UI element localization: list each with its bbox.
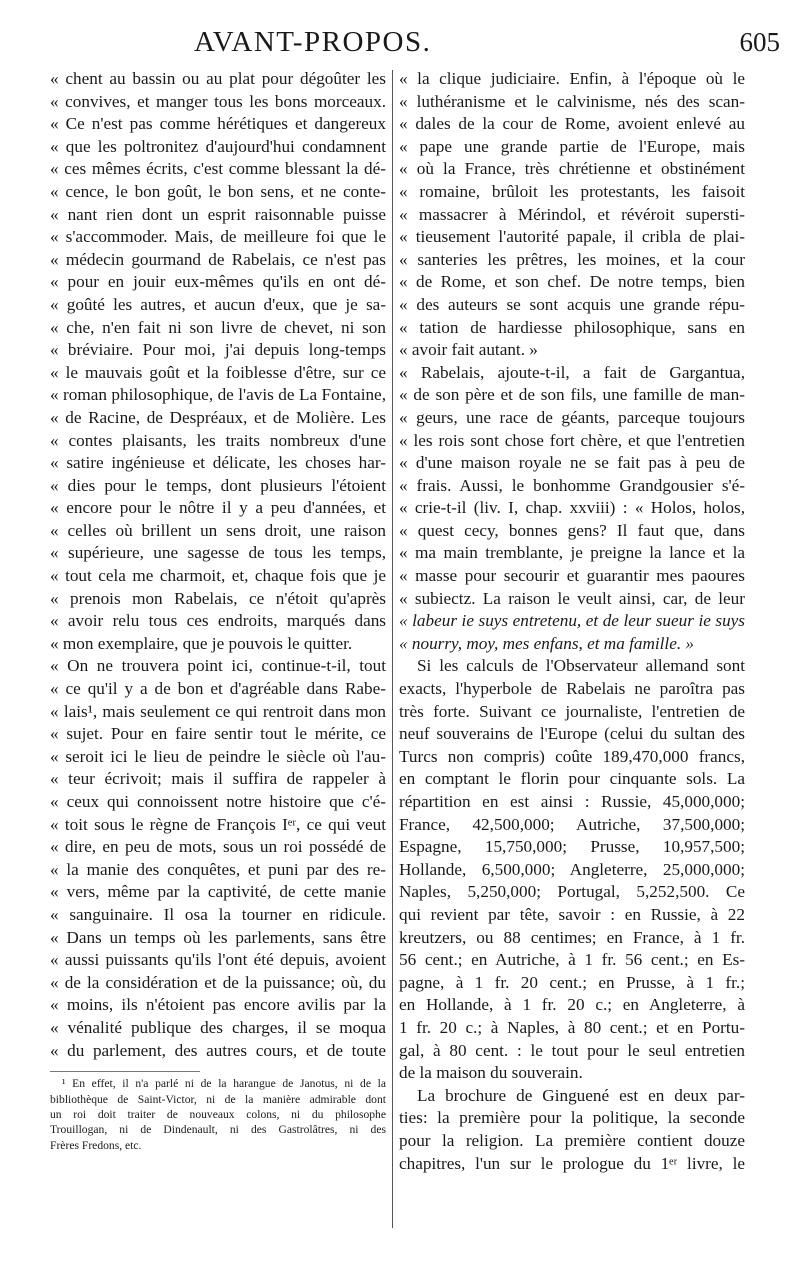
- text-line: La brochure de Ginguené est en deux par-: [417, 1085, 745, 1105]
- text-line: « tout cela me charmoit, et, chaque fois que je: [50, 566, 386, 586]
- text-line: « de Racine, de Despréaux, et de Molière. Les: [50, 407, 386, 427]
- left-column: [50, 68, 386, 1153]
- text-line: ties: la première pour la politique, la seconde: [399, 1108, 745, 1128]
- text-line: « nourry, moy, mes enfans, et ma famille. »: [399, 633, 695, 653]
- text-line: « sujet. Pour en faire sentir tout le mérite, ce: [50, 724, 386, 744]
- text-line: « encore pour le nôtre il y a peu d'années, et: [50, 498, 386, 518]
- text-line: « teur écrivoit; mais il suffira de rappeler à: [50, 769, 386, 789]
- text-line: « seroit ici le lieu de peindre le siècle où l'au-: [50, 746, 386, 766]
- text-line: « massacrer à Mérindol, et révéroit supersti-: [399, 204, 745, 224]
- text-line: « le mauvais goût et la foiblesse d'être, sur ce: [50, 362, 386, 382]
- text-line: « de Rome, et son chef. De notre temps, bien: [399, 272, 745, 292]
- text-line: « pape une grande partie de l'Europe, mais: [399, 136, 745, 156]
- text-line: « la clique judiciaire. Enfin, à l'époque où le: [399, 69, 745, 88]
- text-line: qui revient par tête, savoir : en Russie, à 22: [399, 904, 745, 924]
- text-line: « masse pour secourir et guarantir mes paoures: [399, 566, 745, 586]
- text-line: « du parlement, des autres cours, et de toute: [50, 1040, 386, 1060]
- text-line: « dies pour le temps, dont plusieurs l'étoient: [50, 475, 386, 495]
- text-line: « luthéranisme et le calvinisme, nés des scan-: [399, 91, 745, 111]
- text-line: 1 fr. 20 c.; à Naples, à 80 cent.; et en Portu-: [399, 1017, 745, 1037]
- text-line: très forte. Suivant ce journaliste, l'entretien de: [399, 701, 745, 721]
- running-title: AVANT-PROPOS.: [194, 26, 432, 58]
- text-line: pagne, à 1 fr. 20 cent.; en Prusse, à 1 fr.;: [399, 972, 745, 992]
- text-line: « vers, même par la captivité, de cette manie: [50, 882, 386, 902]
- footnote: [50, 1076, 386, 1153]
- text-line: « moins, ils n'étoient pas encore avilis par la: [50, 995, 386, 1015]
- text-line: gal, à 80 cent. : le tout pour le seul entretien: [399, 1040, 745, 1060]
- text-line: « geurs, une race de géants, parceque toujours: [399, 407, 745, 427]
- text-line: « celles où brillent un sens droit, une raison: [50, 520, 386, 540]
- text-line: de la maison du souverain.: [399, 1063, 583, 1083]
- text-line: « santeries les prêtres, les moines, et la cour: [399, 249, 745, 269]
- text-line: « ce qu'il y a de bon et d'agréable dans Rabe-: [50, 679, 386, 699]
- text-line: « nant rien dont un esprit raisonnable puisse: [50, 204, 386, 224]
- text-line: « quest cecy, bonnes gens? Il faut que, dans: [399, 520, 745, 540]
- text-line: « roman philosophique, de l'avis de La Fontaine,: [50, 385, 386, 405]
- text-line: « ceux qui connoissent notre histoire que c'é-: [50, 792, 386, 811]
- text-line: « goûté les autres, et aucun d'eux, que je sa-: [50, 294, 386, 314]
- text-line: « Ce n'est pas comme hérétiques et dangereux: [50, 114, 386, 134]
- text-line: France, 42,500,000; Autriche, 37,500,000;: [399, 814, 745, 834]
- text-line: « d'une maison royale ne se fait pas à peu de: [399, 453, 745, 473]
- column-rule: [392, 70, 393, 1228]
- footnote-line: ¹ En effet, il n'a parlé ni de la harangue de Janotus, ni de la: [62, 1077, 386, 1091]
- text-line: « supérieure, une sagesse de tous les temps,: [50, 543, 386, 563]
- text-line: chapitres, l'un sur le prologue du 1ᵉʳ livre, le: [399, 1153, 745, 1173]
- text-line: kreutzers, ou 88 centimes; en France, à 1 fr.: [399, 927, 745, 947]
- text-line: « avoir fait autant. »: [399, 340, 538, 360]
- text-line: « che, n'en fait ni son livre de chevet, ni son: [50, 317, 386, 337]
- text-line: « cence, le bon goût, le bon sens, et ne conte-: [50, 181, 386, 201]
- text-line: « que les poltronitez d'aujourd'hui condamnent: [50, 136, 386, 156]
- text-line: « contes plaisants, les traits nombreux d'une: [50, 430, 386, 450]
- text-line: Si les calculs de l'Observateur allemand sont: [417, 656, 745, 676]
- footnote-line: Trouillogan, ni de Dindenault, ni des Gastrolâtres, ni des: [50, 1123, 386, 1137]
- text-line: « dire, en peu de mots, sous un roi possédé de: [50, 837, 386, 857]
- text-line: « Rabelais, ajoute-t-il, a fait de Gargantua,: [399, 362, 745, 382]
- text-line: « convives, et manger tous les bons morceaux.: [50, 91, 386, 111]
- text-line: en comptant le florin pour cinquante sols. La: [399, 769, 745, 789]
- text-line: « vénalité publique des charges, il se moqua: [50, 1017, 386, 1037]
- text-line: « médecin gourmand de Rabelais, ce n'est pas: [50, 249, 386, 269]
- text-line: « tieusement l'autorité papale, il cribla de plai-: [399, 227, 745, 247]
- text-line: Hollande, 6,500,000; Angleterre, 25,000,000;: [399, 859, 745, 879]
- text-line: « sanguinaire. Il osa la tourner en ridicule.: [50, 904, 386, 924]
- text-line: « ma main tremblante, je preigne la lance et la: [399, 543, 745, 563]
- text-line: pour la religion. La première contient douze: [399, 1130, 745, 1150]
- text-line: « s'accommoder. Mais, de meilleure foi que le: [50, 227, 386, 247]
- text-line: « mon exemplaire, que je pouvois le quitter.: [50, 633, 353, 653]
- text-line: « Dans un temps où les parlements, sans être: [50, 927, 386, 947]
- text-line: « satire ingénieuse et délicate, les choses har-: [50, 453, 386, 473]
- text-line: exacts, l'hyperbole de Rabelais ne paroîtra pas: [399, 679, 745, 699]
- footnote-line: un roi doit traiter de nouveaux colons, ni du philosophe: [50, 1107, 386, 1121]
- text-line: « lais¹, mais seulement ce qui rentroit dans mon: [50, 701, 386, 721]
- text-line: « tation de hardiesse philosophique, sans en: [399, 317, 745, 337]
- text-line: « les rois sont chose fort chère, et que l'entretien: [399, 430, 745, 450]
- text-line: « prenois mon Rabelais, ce n'étoit qu'après: [50, 588, 386, 608]
- text-line: « pour en jouir eux-mêmes qu'ils en ont dé-: [50, 272, 386, 292]
- text-line: 56 cent.; en Autriche, à 1 fr. 56 cent.; en Es-: [399, 950, 745, 970]
- text-line: « dales de la cour de Rome, avoient enlevé au: [399, 114, 745, 134]
- text-line: répartition en est ainsi : Russie, 45,000,000;: [399, 792, 745, 811]
- text-line: « frais. Aussi, le bonhomme Grandgousier s'é-: [399, 475, 745, 495]
- page-header: [84, 22, 780, 62]
- right-column: [399, 68, 745, 1175]
- text-line: « crie-t-il (liv. I, chap. xxviii) : « Holos, holos,: [399, 498, 745, 518]
- text-line: « ces mêmes écrits, c'est comme blessant la dé-: [50, 159, 386, 179]
- text-line: Naples, 5,250,000; Portugal, 5,252,500. Ce: [399, 882, 745, 902]
- text-line: « des auteurs se sont acquis une grande répu-: [399, 294, 745, 314]
- text-line: « chent au bassin ou au plat pour dégoûter les: [50, 69, 386, 88]
- text-line: Espagne, 15,750,000; Prusse, 10,957,500;: [399, 837, 745, 857]
- text-line: « On ne trouvera point ici, continue-t-il, tout: [50, 656, 386, 676]
- text-line: « toit sous le règne de François Iᵉʳ, ce qui veut: [50, 814, 386, 834]
- text-line: en Hollande, à 1 fr. 20 c.; en Angleterre, à: [399, 995, 745, 1015]
- footnote-line: Frères Fredons, etc.: [50, 1138, 142, 1152]
- page-number: 605: [739, 27, 780, 57]
- text-line: neuf souverains de l'Europe (celui du sultan des: [399, 724, 745, 744]
- text-line: « romaine, brûloit les protestants, les faisoit: [399, 181, 745, 201]
- text-line: « où la France, très chrétienne et obstinément: [399, 159, 745, 179]
- text-line: « de la considération et de la puissance; où, du: [50, 972, 386, 992]
- text-line: Turcs non compris) coûte 189,470,000 francs,: [399, 746, 745, 766]
- text-line: « de son père et de son fils, une famille de man-: [399, 385, 745, 405]
- text-line: « aussi puissants qu'ils l'ont été depuis, avoient: [50, 950, 386, 970]
- text-line: « labeur ie suys entretenu, et de leur sueur ie suys: [399, 611, 745, 631]
- text-line: « la manie des conquêtes, et puni par des re-: [50, 859, 386, 879]
- footnote-rule: [50, 1071, 200, 1072]
- text-line: « bréviaire. Pour moi, j'ai depuis long-temps: [50, 340, 386, 360]
- footnote-line: bibliothèque de Saint-Victor, ni de la manière admirable dont: [50, 1092, 386, 1106]
- text-line: « avoir relu tous ces endroits, marqués dans: [50, 611, 386, 631]
- text-line: « subiectz. La raison le veult ainsi, car, de leur: [399, 588, 745, 608]
